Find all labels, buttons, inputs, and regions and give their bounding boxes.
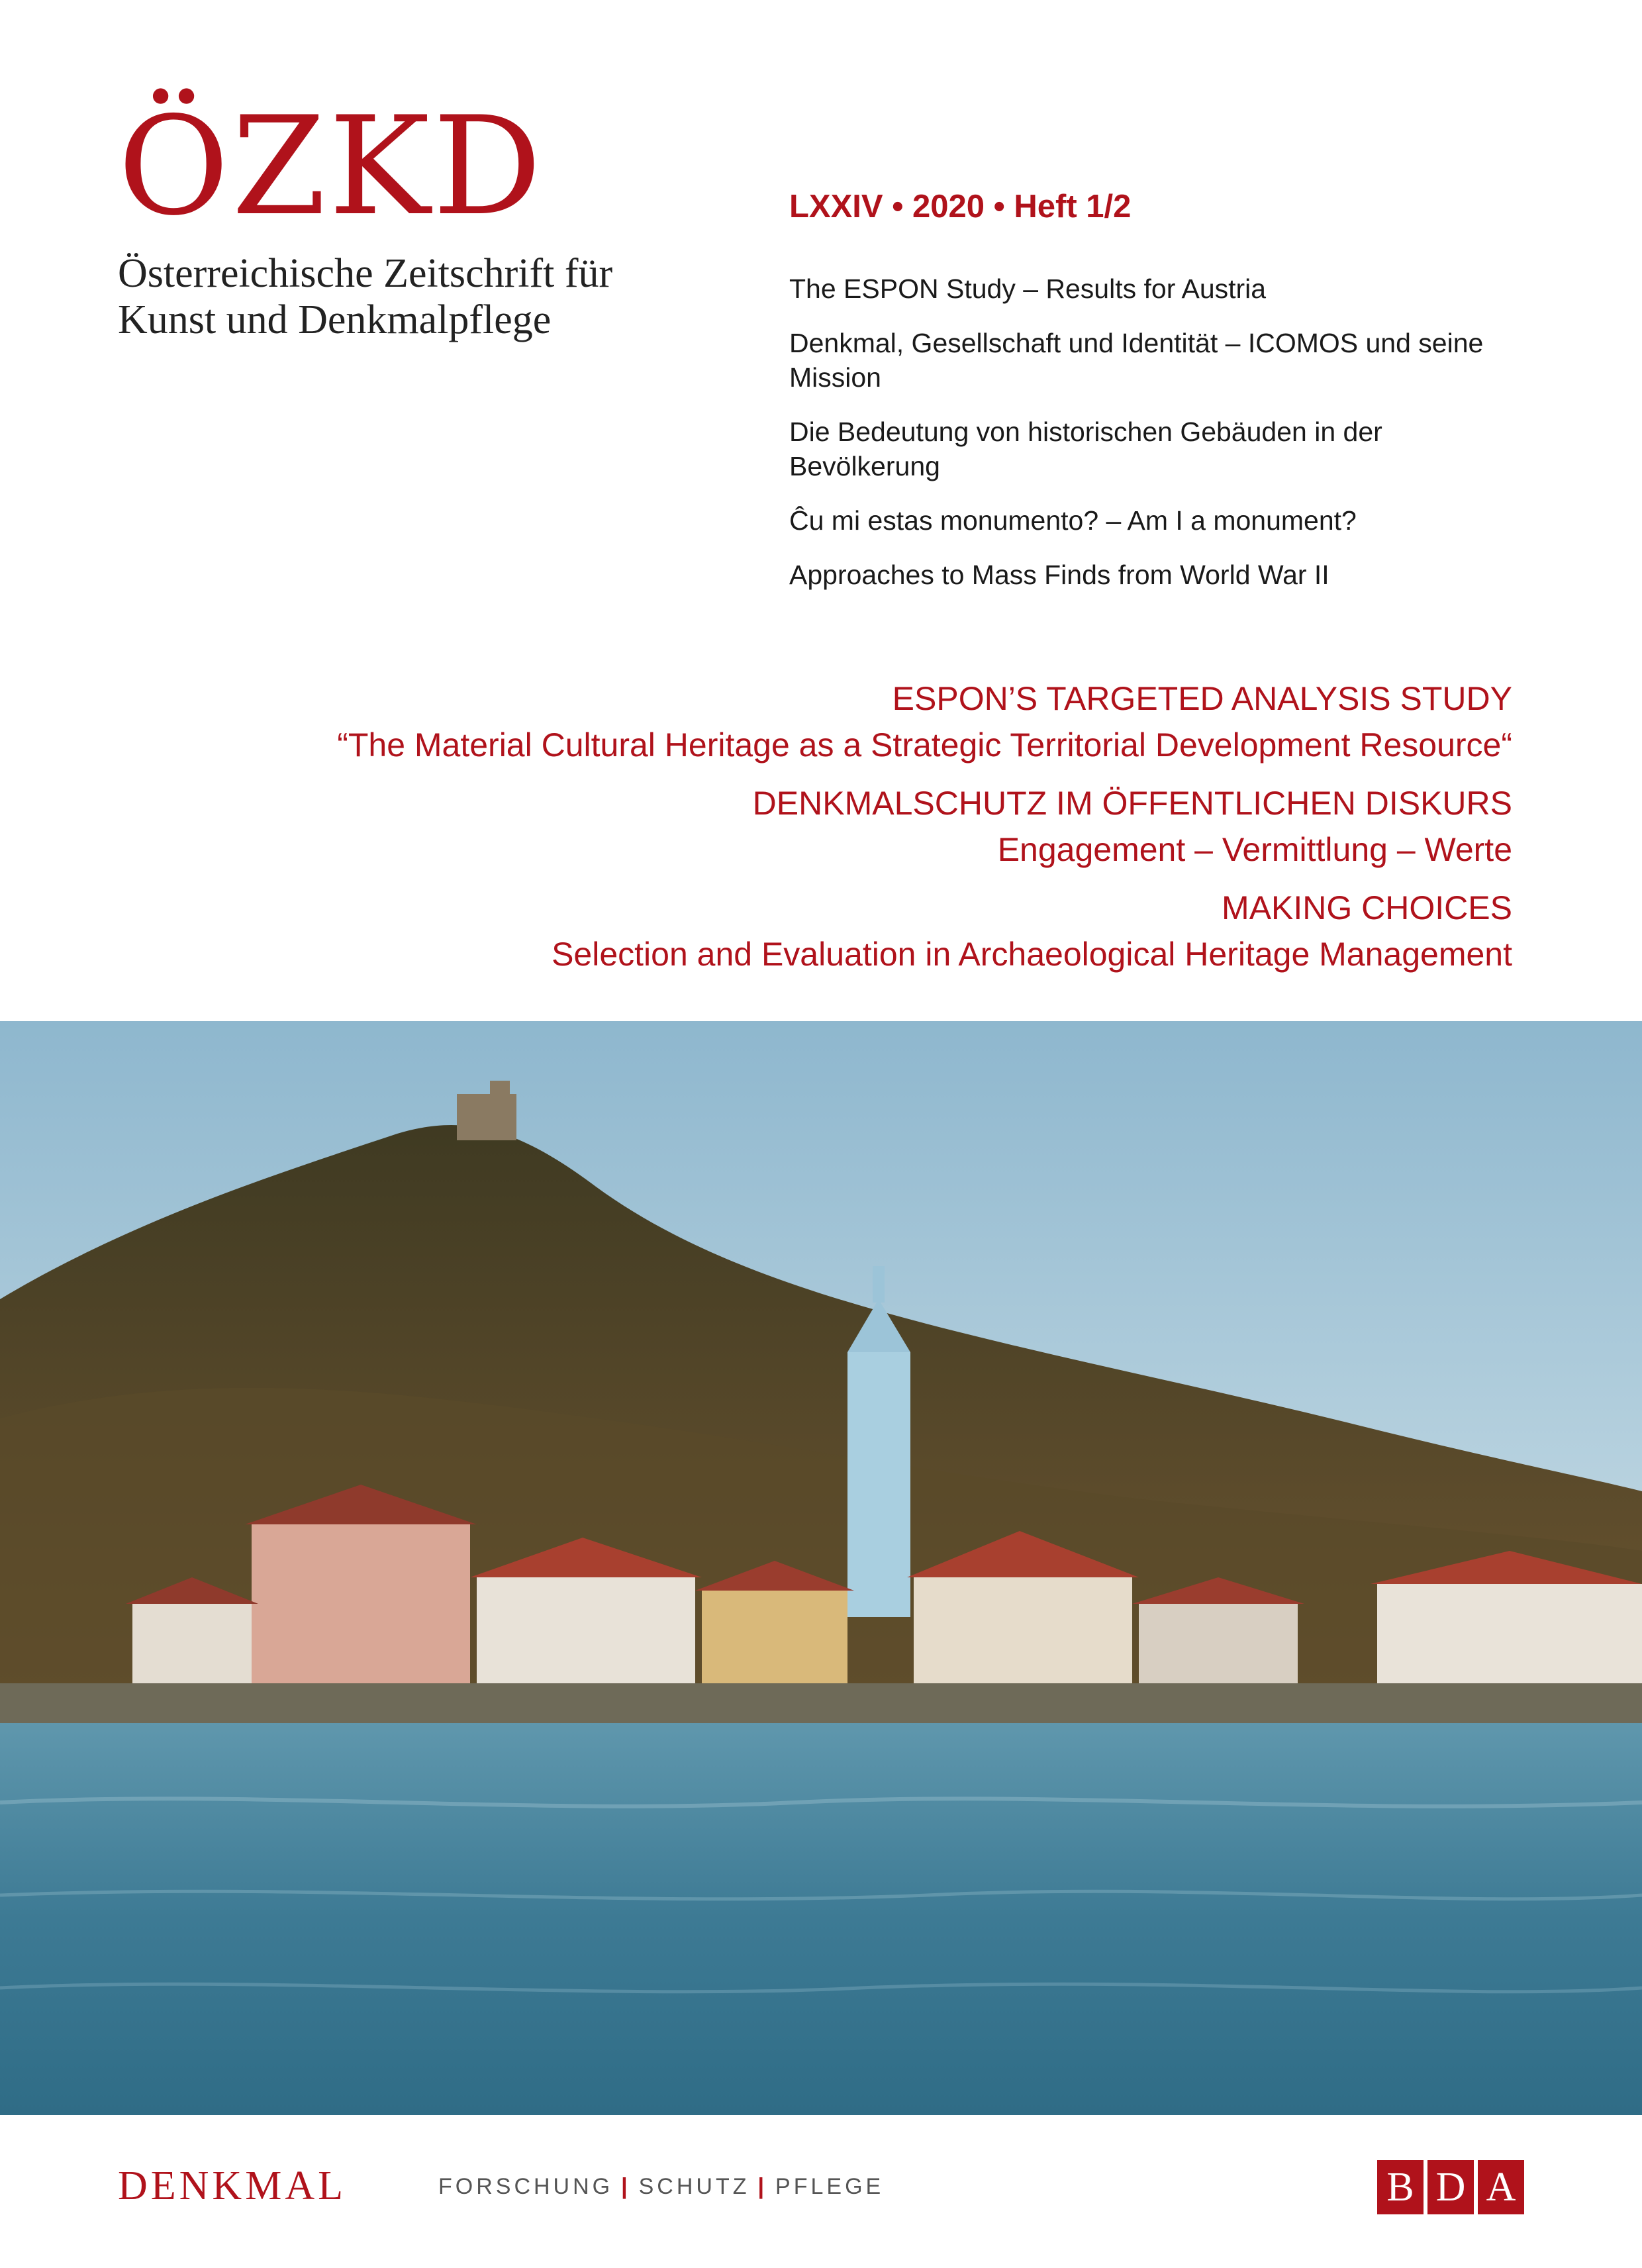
toc-item: Ĉu mi estas monumento? – Am I a monument? xyxy=(789,505,1357,536)
toc-item: Denkmal, Gesellschaft und Identität – ICOMOS und seine Mission xyxy=(789,328,1484,393)
church-tower xyxy=(847,1352,910,1617)
riverbank xyxy=(0,1683,1642,1723)
toc-item: Approaches to Mass Finds from World War II xyxy=(789,560,1329,590)
theme-title: MAKING CHOICES xyxy=(1222,889,1512,926)
tag-separator: | xyxy=(621,2174,631,2199)
theme-subtitle: Engagement – Vermittlung – Werte xyxy=(997,831,1512,868)
theme-title: DENKMALSCHUTZ IM ÖFFENTLICHEN DISKURS xyxy=(752,785,1512,822)
theme-subtitle: “The Material Cultural Heritage as a Strategic Territorial Development Resource“ xyxy=(337,726,1512,764)
issue-themes xyxy=(122,675,1512,989)
theme-title: ESPON’S TARGETED ANALYSIS STUDY xyxy=(892,680,1512,717)
theme-block xyxy=(122,780,1512,873)
building xyxy=(132,1604,252,1697)
tag-schutz: SCHUTZ xyxy=(638,2174,750,2199)
bda-logo xyxy=(1377,2160,1524,2214)
issue-label: LXXIV • 2020 • Heft 1/2 xyxy=(789,189,1132,224)
toc-item: Die Bedeutung von historischen Gebäuden in der Bevölkerung xyxy=(789,417,1382,481)
footer-brand: DENKMAL xyxy=(118,2163,346,2208)
theme-block xyxy=(122,885,1512,977)
building xyxy=(252,1524,470,1697)
journal-logo: ÖZKD xyxy=(118,88,545,246)
toc-item: The ESPON Study – Results for Austria xyxy=(789,273,1267,304)
river xyxy=(0,1723,1642,2115)
bda-letter: B xyxy=(1377,2160,1424,2214)
theme-block xyxy=(122,675,1512,768)
cover-photo xyxy=(0,1021,1642,2115)
table-of-contents xyxy=(789,271,1537,612)
tag-forschung: FORSCHUNG xyxy=(438,2174,614,2199)
subtitle-line-1: Österreichische Zeitschrift für xyxy=(118,251,613,296)
bda-letter: A xyxy=(1478,2160,1524,2214)
tag-separator: | xyxy=(757,2174,768,2199)
footer-tagline xyxy=(438,2174,884,2200)
theme-subtitle: Selection and Evaluation in Archaeological Heritage Management xyxy=(552,936,1512,973)
bda-letter: D xyxy=(1427,2160,1474,2214)
journal-subtitle xyxy=(118,250,714,343)
subtitle-line-2: Kunst und Denkmalpflege xyxy=(118,297,552,342)
tag-pflege: PFLEGE xyxy=(775,2174,885,2199)
